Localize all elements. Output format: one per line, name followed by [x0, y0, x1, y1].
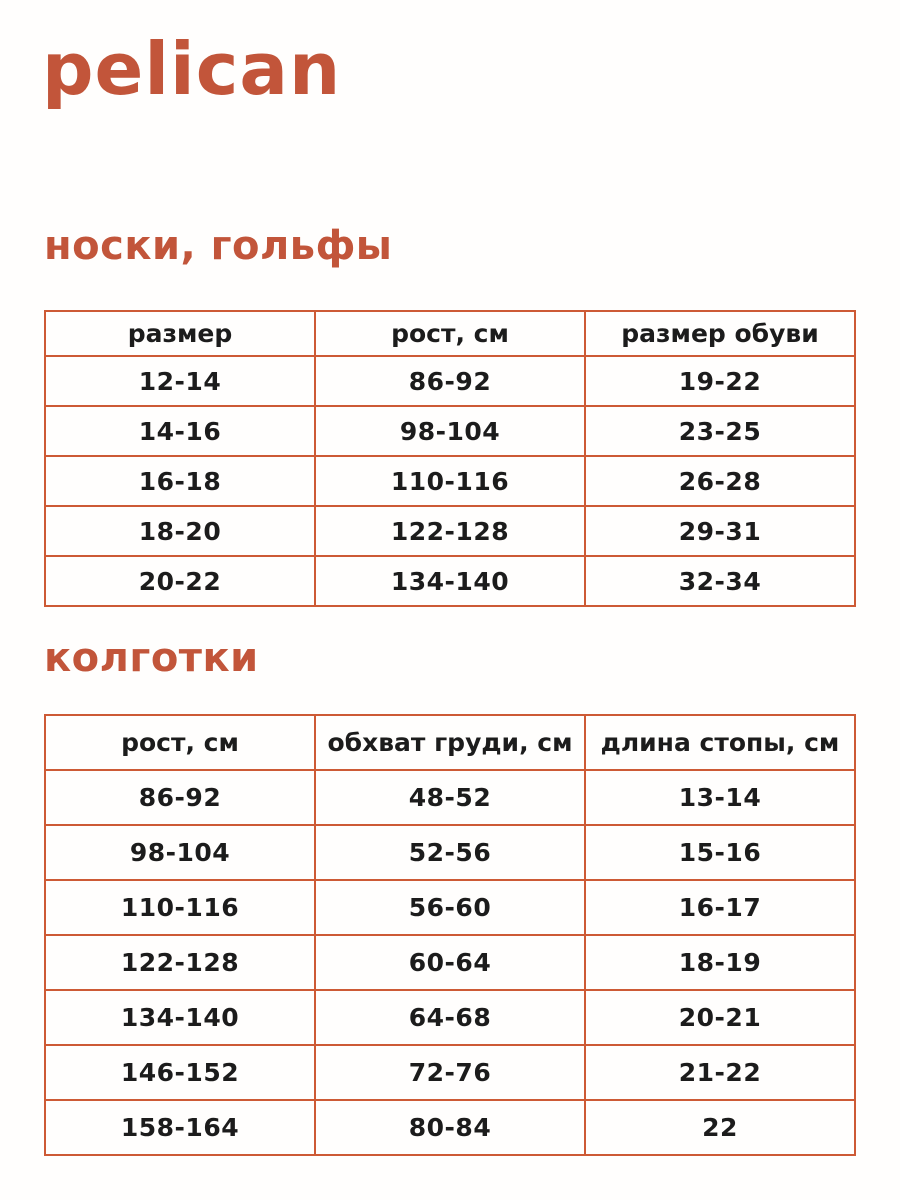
table-cell: 16-18: [45, 456, 315, 506]
table-cell: 21-22: [585, 1045, 855, 1100]
table-row: [45, 1100, 855, 1155]
table-row: [45, 556, 855, 606]
table-cell: 60-64: [315, 935, 585, 990]
table-row: [45, 406, 855, 456]
table-cell: 13-14: [585, 770, 855, 825]
table-cell: 18-20: [45, 506, 315, 556]
table-cell: 146-152: [45, 1045, 315, 1100]
table-row: [45, 880, 855, 935]
table-header-row: [45, 311, 855, 356]
table-row: [45, 990, 855, 1045]
table-cell: 122-128: [315, 506, 585, 556]
column-header-foot-length: длина стопы, см: [585, 715, 855, 770]
section-title-tights: колготки: [44, 635, 259, 681]
socks-size-table: [44, 310, 856, 607]
table-cell: 158-164: [45, 1100, 315, 1155]
section-title-socks: носки, гольфы: [44, 223, 393, 269]
table-cell: 14-16: [45, 406, 315, 456]
table-row: [45, 825, 855, 880]
table-cell: 18-19: [585, 935, 855, 990]
table-cell: 98-104: [45, 825, 315, 880]
table-cell: 19-22: [585, 356, 855, 406]
table-cell: 20-21: [585, 990, 855, 1045]
table-cell: 134-140: [315, 556, 585, 606]
table-row: [45, 1045, 855, 1100]
table-cell: 12-14: [45, 356, 315, 406]
table-cell: 122-128: [45, 935, 315, 990]
table-cell: 29-31: [585, 506, 855, 556]
table-row: [45, 770, 855, 825]
column-header-height: рост, см: [315, 311, 585, 356]
table-cell: 86-92: [315, 356, 585, 406]
table-cell: 110-116: [315, 456, 585, 506]
table-row: [45, 456, 855, 506]
table-cell: 32-34: [585, 556, 855, 606]
tights-size-table: [44, 714, 856, 1156]
column-header-height: рост, см: [45, 715, 315, 770]
table-cell: 110-116: [45, 880, 315, 935]
table-cell: 134-140: [45, 990, 315, 1045]
column-header-size: размер: [45, 311, 315, 356]
table-row: [45, 356, 855, 406]
table-cell: 56-60: [315, 880, 585, 935]
table-cell: 80-84: [315, 1100, 585, 1155]
table-cell: 23-25: [585, 406, 855, 456]
brand-logo: pelican: [42, 27, 342, 111]
table-cell: 26-28: [585, 456, 855, 506]
table-row: [45, 935, 855, 990]
table-cell: 72-76: [315, 1045, 585, 1100]
column-header-chest: обхват груди, см: [315, 715, 585, 770]
table-header-row: [45, 715, 855, 770]
table-cell: 86-92: [45, 770, 315, 825]
column-header-shoe-size: размер обуви: [585, 311, 855, 356]
table-cell: 16-17: [585, 880, 855, 935]
table-cell: 15-16: [585, 825, 855, 880]
table-cell: 20-22: [45, 556, 315, 606]
table-cell: 98-104: [315, 406, 585, 456]
table-cell: 64-68: [315, 990, 585, 1045]
table-cell: 52-56: [315, 825, 585, 880]
table-cell: 48-52: [315, 770, 585, 825]
table-row: [45, 506, 855, 556]
table-cell: 22: [585, 1100, 855, 1155]
